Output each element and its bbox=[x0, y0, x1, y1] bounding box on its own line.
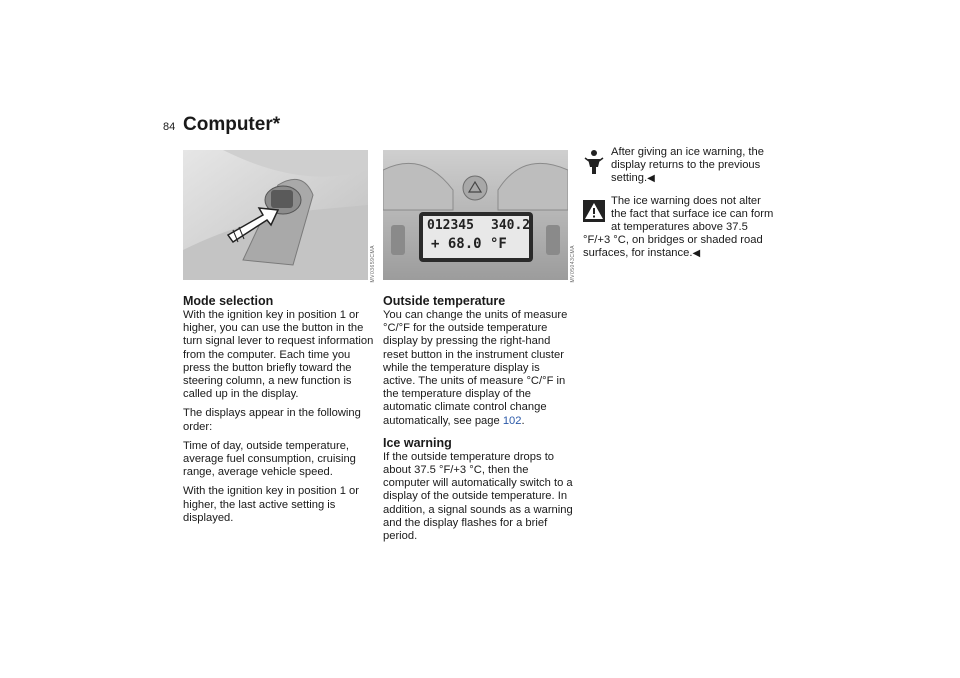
note-text: After giving an ice warning, the display returns to the previous setting. bbox=[611, 146, 764, 185]
paragraph: The displays appear in the following order: bbox=[183, 407, 361, 433]
section-heading: Ice warning bbox=[383, 435, 452, 450]
section-heading: Mode selection bbox=[183, 294, 274, 308]
image-code: MV03659CMA bbox=[370, 245, 376, 283]
turn-signal-lever-image bbox=[183, 150, 368, 280]
display-temperature: + 68.0 °F bbox=[431, 236, 507, 252]
paragraph-text: You can change the units of measure °C/°F for the outside temperature display by pressing the right-hand reset button in the instrument cluster while the temperature display is active. The units of measure °C/°F in the temperature display of the automatic climate control change automatically, see page bbox=[383, 309, 568, 427]
note-text: The ice warning does not alter the fact that surface ice can form at temperatures above 37.5 °F/+3 °C, on bridges or shaded road surfaces, for instance. bbox=[583, 194, 774, 260]
note-environment bbox=[583, 146, 778, 186]
image-code: MV05043CMA bbox=[570, 245, 576, 283]
mode-selection-section bbox=[183, 294, 375, 531]
notes-section bbox=[583, 146, 778, 270]
period: . bbox=[521, 414, 525, 427]
display-odometer: 012345 bbox=[427, 218, 474, 233]
paragraph: With the ignition key in position 1 or higher, you can use the button in the turn signal lever to request information from the computer. Each time you press the button briefly toward the steering column, a new function is called up in the display. bbox=[183, 309, 374, 401]
warning-icon bbox=[583, 198, 605, 224]
page-title: Computer* bbox=[183, 114, 281, 135]
page-number: 84 bbox=[163, 121, 176, 133]
paragraph: With the ignition key in position 1 or higher, the last active setting is displayed. bbox=[183, 485, 359, 524]
end-mark: ◀ bbox=[692, 248, 701, 260]
instrument-display-image bbox=[383, 150, 568, 280]
outside-temperature-section bbox=[383, 294, 575, 549]
paragraph: If the outside temperature drops to about 37.5 °F/+3 °C, then the computer will automatically switch to a display of the outside temperature. In addition, a signal sounds as a warning and the display flashes for a brief period. bbox=[383, 450, 573, 543]
person-icon bbox=[583, 149, 605, 175]
section-heading: Outside temperature bbox=[383, 294, 506, 308]
page-link[interactable]: 102 bbox=[502, 414, 522, 427]
display-range: 340.2 bbox=[491, 218, 531, 233]
paragraph bbox=[383, 309, 575, 428]
note-caution bbox=[583, 195, 778, 261]
paragraph: Time of day, outside temperature, average fuel consumption, cruising range, average vehicle speed. bbox=[183, 439, 356, 479]
end-mark: ◀ bbox=[647, 173, 655, 185]
